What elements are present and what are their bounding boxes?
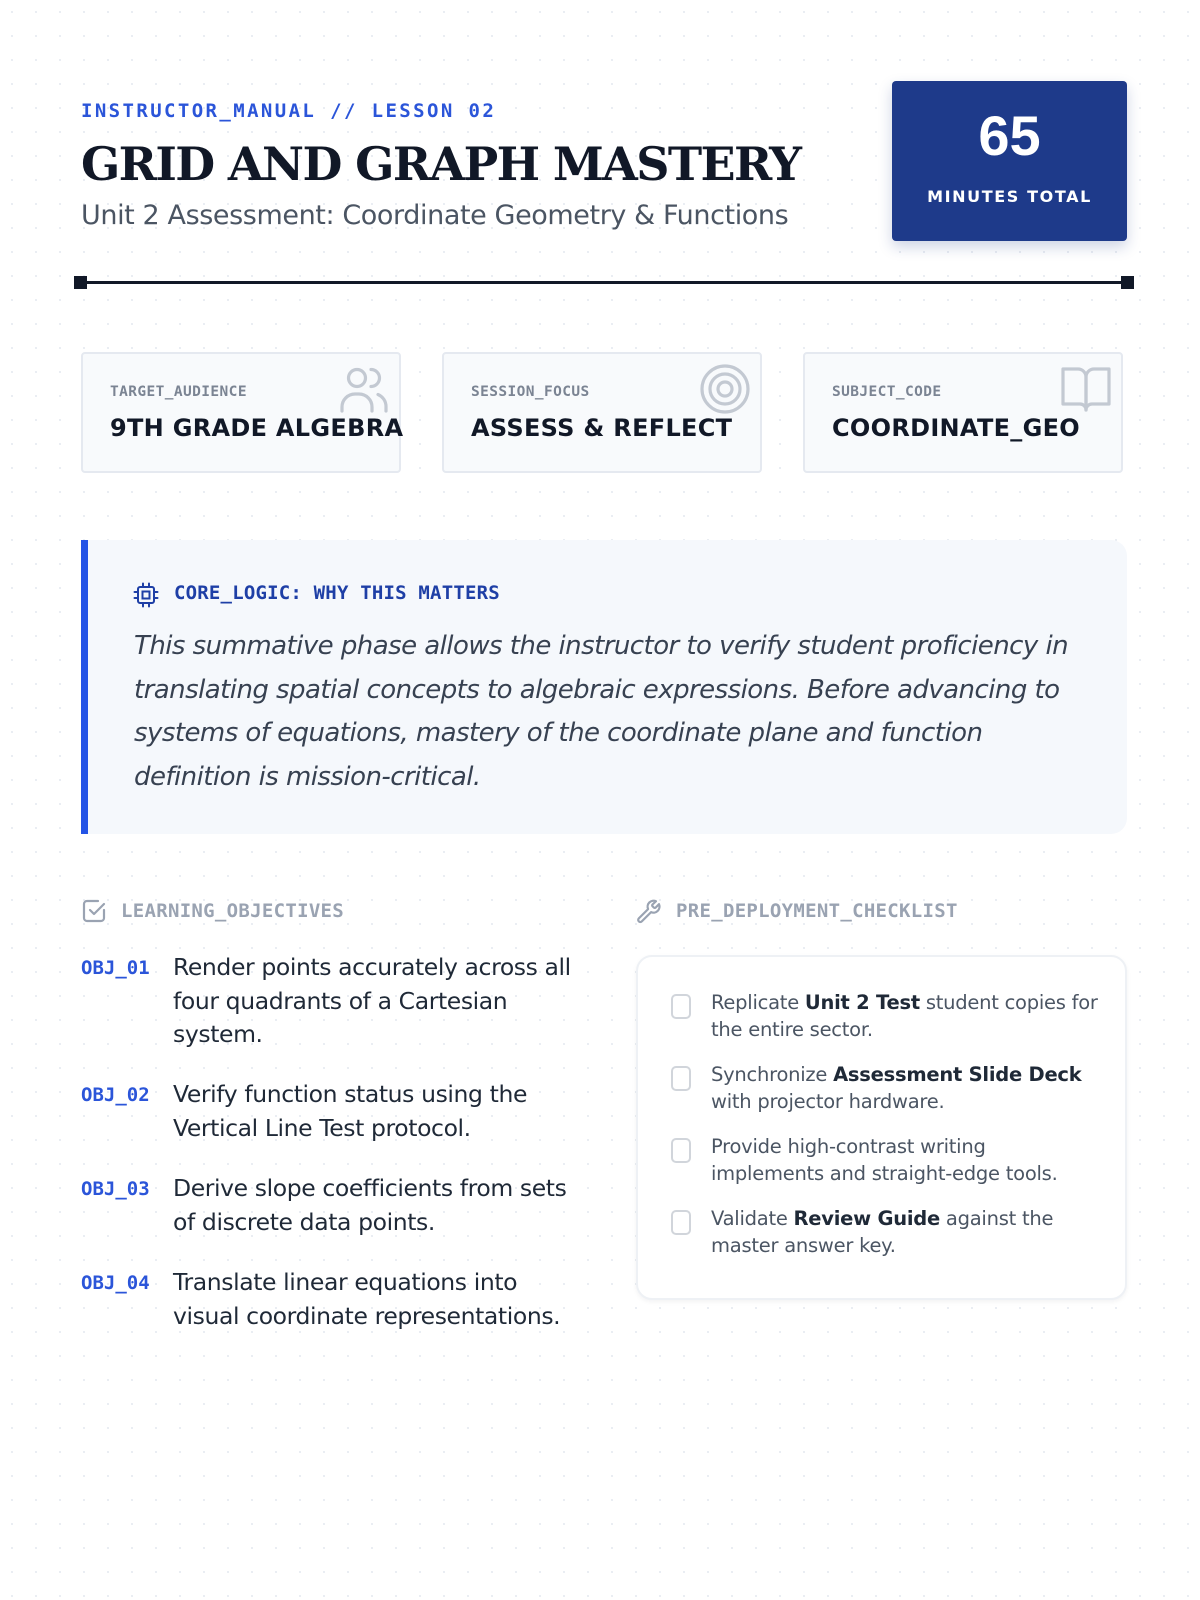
divider-cap-left [74, 276, 87, 289]
objective-text: Render points accurately across all four quadrants of a Cartesian system. [173, 953, 571, 1048]
core-logic-callout [81, 540, 1127, 834]
objective-text: Verify function status using the Vertical Line Test protocol. [173, 1080, 527, 1142]
meta-card-session-focus [442, 352, 762, 473]
objectives-heading-label: LEARNING_OBJECTIVES [121, 900, 345, 922]
core-logic-title: CORE_LOGIC: WHY THIS MATTERS [174, 582, 500, 604]
cpu-icon [133, 582, 159, 608]
check-square-icon [81, 898, 107, 924]
objective-text: Translate linear equations into visual coordinate representations. [173, 1268, 561, 1330]
users-icon [337, 362, 391, 416]
meta-card-label: SESSION_FOCUS [471, 384, 590, 400]
checklist-checkbox[interactable] [671, 1138, 691, 1163]
meta-card-value: 9TH GRADE ALGEBRA [110, 414, 404, 442]
header-divider [75, 281, 1133, 284]
duration-label: MINUTES TOTAL [927, 187, 1092, 206]
meta-card-value: ASSESS & REFLECT [471, 414, 733, 442]
checklist-item-text: Replicate Unit 2 Test student copies for the entire sector. [711, 991, 1098, 1041]
objective-code: OBJ_04 [81, 1272, 150, 1294]
duration-badge [892, 81, 1127, 241]
checklist-item-text: Validate Review Guide against the master answer key. [711, 1207, 1054, 1257]
lesson-eyebrow: INSTRUCTOR_MANUAL // LESSON 02 [81, 100, 497, 122]
checklist-item-text: Synchronize Assessment Slide Deck with projector hardware. [711, 1063, 1082, 1113]
wrench-icon [636, 898, 662, 924]
checklist-checkbox[interactable] [671, 1066, 691, 1091]
meta-card-subject-code [803, 352, 1123, 473]
book-open-icon [1059, 362, 1113, 416]
objective-code: OBJ_03 [81, 1178, 150, 1200]
objective-code: OBJ_02 [81, 1084, 150, 1106]
objective-text: Derive slope coefficients from sets of discrete data points. [173, 1174, 567, 1236]
meta-card-target-audience [81, 352, 404, 473]
checklist-card [636, 955, 1127, 1300]
objective-code: OBJ_01 [81, 957, 150, 979]
lesson-page [81, 0, 1127, 1600]
checklist-item-text: Provide high-contrast writing implements and straight-edge tools. [711, 1135, 1058, 1185]
duration-value: 65 [978, 104, 1041, 167]
meta-card-label: SUBJECT_CODE [832, 384, 942, 400]
meta-card-label: TARGET_AUDIENCE [110, 384, 247, 400]
target-icon [698, 362, 752, 416]
divider-cap-right [1121, 276, 1134, 289]
page-title: GRID AND GRAPH MASTERY [81, 137, 801, 191]
checklist-checkbox[interactable] [671, 994, 691, 1019]
meta-card-value: COORDINATE_GEO [832, 414, 1081, 442]
checklist-heading-label: PRE_DEPLOYMENT_CHECKLIST [676, 900, 958, 922]
core-logic-body: This summative phase allows the instructor to verify student proficiency in translating spatial concepts to algebraic expressions. Before advancing to systems of equations, mastery of the coordinate plane and function definition is mission-critical. [134, 631, 1069, 792]
page-subtitle: Unit 2 Assessment: Coordinate Geometry & Functions [81, 200, 789, 231]
checklist-checkbox[interactable] [671, 1210, 691, 1235]
